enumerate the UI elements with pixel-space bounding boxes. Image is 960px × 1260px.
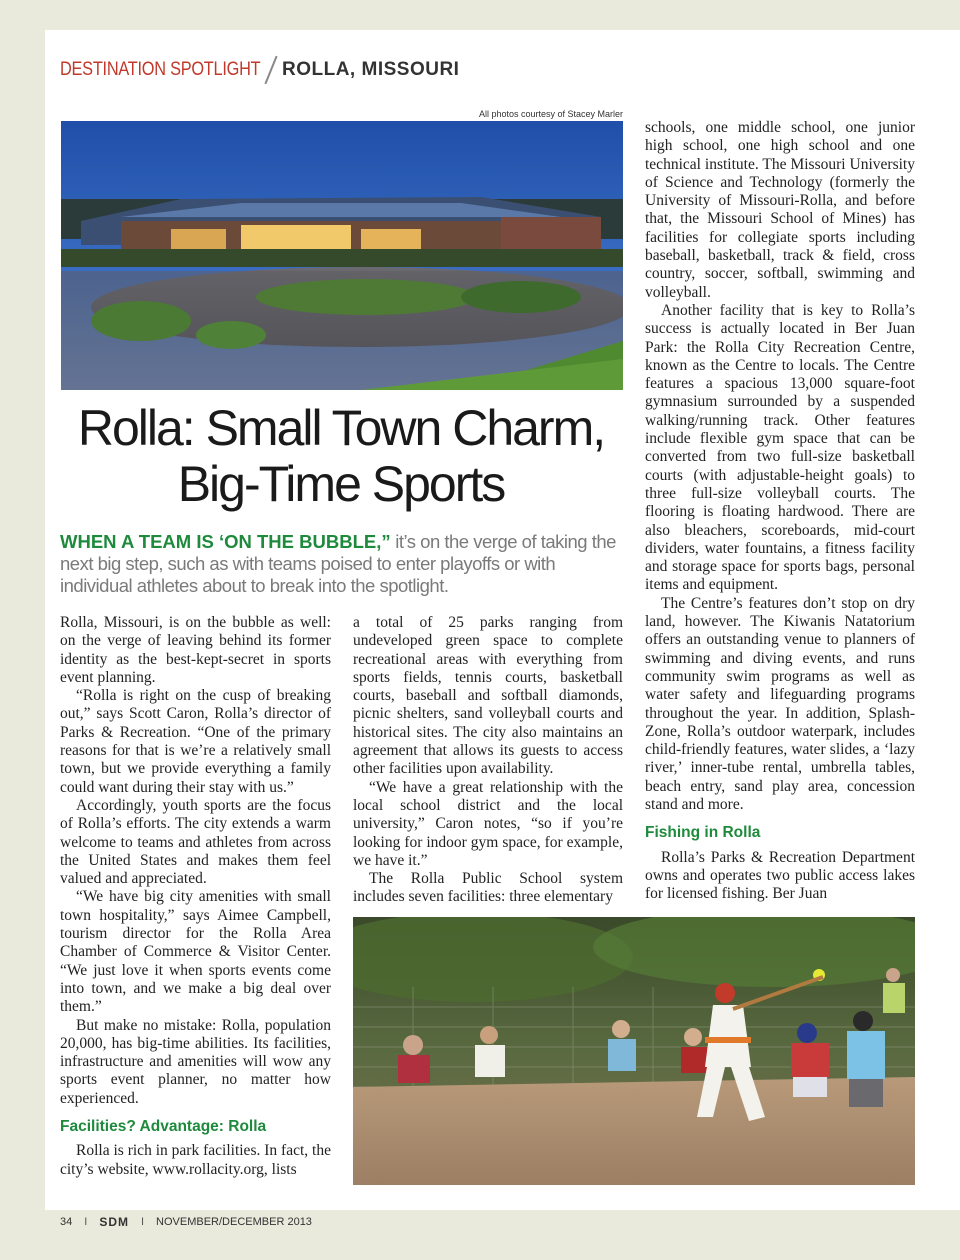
text-column-1 (60, 614, 331, 1179)
footer-separator: I (84, 1216, 88, 1228)
headline-line-2: Big-Time Sports (177, 456, 505, 512)
page-footer (0, 1208, 960, 1236)
subheading-fishing: Fishing in Rolla (645, 824, 761, 842)
photo-credit: All photos courtesy of Stacey Marler (478, 109, 623, 119)
paragraph: Rolla’s Parks & Recreation Department owns and operates two public access lakes for licensed fishing. Ber Juan (645, 848, 915, 903)
paragraph: Rolla, Missouri, is on the bubble as well: on the verge of leaving behind its former identity as the best-kept-secret in sports event planning. (60, 614, 331, 686)
deck-lead: WHEN A TEAM IS ‘ON THE BUBBLE,” (60, 531, 391, 552)
recreation-centre-photo (61, 121, 623, 390)
headline-line-1: Rolla: Small Town Charm, (77, 400, 605, 456)
location-label: ROLLA, MISSOURI (282, 59, 460, 80)
paragraph: Another facility that is key to Rolla’s success is actually located in Ber Juan Park: the Rolla City Recreation Centre, known as the Centre to locals. The Centre features a spacious 13,000 square-foot gymnasium surrounded by a suspended walking/running track. Other features include flexible gym space that can be converted from two full-size basketball courts (with adjustable-height goals) to three full-size volleyball courts. The flooring is floating hardwood. There are also bleachers, scoreboards, mid-court dividers, water fountains, a fitness facility and storage space for sports bags, personal items and equipment. (645, 301, 915, 594)
header-divider (264, 56, 277, 85)
paragraph: Rolla is rich in park facilities. In fact, the city’s website, www.rollacity.org, lists (60, 1142, 331, 1178)
paragraph: “Rolla is right on the cusp of breaking out,” says Scott Caron, Rolla’s director of Parks & Recreation. “One of the primary reasons for that is we’re a relatively small town, but we provide everything a family could want during their stay with us.” (60, 687, 331, 796)
page-number: 34 (60, 1216, 73, 1228)
paragraph: But make no mistake: Rolla, population 20,000, has big-time abilities. Its facilities, infrastructure and amenities will wow any sports event planner, no matter how experienced. (60, 1016, 331, 1107)
paragraph: a total of 25 parks ranging from undeveloped green space to complete recreational areas with everything from sports fields, tennis courts, basketball courts, baseball and softball diamonds, picnic shelters, sand volleyball courts and historical sites. The city also maintains an agreement that allows its guests to access other facilities upon availability. (353, 614, 623, 778)
issue-date: NOVEMBER/DECEMBER 2013 (156, 1216, 312, 1228)
subheading-facilities: Facilities? Advantage: Rolla (60, 1118, 267, 1136)
paragraph: “We have big city amenities with small town hospitality,” says Aimee Campbell, tourism director for the Rolla Area Chamber of Commerce & Visitor Center. “We just love it when sports events come into town, and we make a big deal over them.” (60, 888, 331, 1016)
paragraph: schools, one middle school, one junior high school, one high school and one technical institute. The Missouri University of Science and Technology (formerly the University of Missouri-Rolla, and before that, the Missouri School of Mines) has facilities for collegiate sports including baseball, basketball, track & field, cross country, soccer, softball, swimming and volleyball. (645, 119, 915, 301)
paragraph: The Rolla Public School system includes seven facilities: three elementary (353, 870, 623, 906)
footer-separator: I (140, 1216, 145, 1228)
page-header (60, 56, 459, 84)
text-column-3 (645, 119, 915, 903)
softball-game-photo (353, 917, 915, 1185)
paragraph: Accordingly, youth sports are the focus of Rolla’s efforts. The city extends a warm welcome to teams and athletes from across the United States and makes them feel valued and appreciated. (60, 796, 331, 888)
paragraph: The Centre’s features don’t stop on dry land, however. The Kiwanis Natatorium offers an outstanding venue to planners of swimming and diving events, and runs community swim programs as well as water safety and lifeguarding programs throughout the year. In addition, Splash-Zone, Rolla’s outdoor waterpark, includes child-friendly features, water slides, a ‘lazy river,’ inner-tube rental, umbrella tables, beach entry, sand play area, concession stand and more. (645, 594, 915, 813)
deck-text: it’s on the verge of taking the next big step, such as with teams poised to enter playoffs or with individual athletes about to break into the spotlight. (60, 531, 616, 596)
section-label: DESTINATION SPOTLIGHT (60, 59, 261, 80)
article-deck (60, 531, 625, 597)
magazine-name: SDM (99, 1215, 129, 1229)
paragraph: “We have a great relationship with the local school district and the local university,” Caron notes, “so if you’re looking for indoor gym space, for example, we have it.” (353, 778, 623, 869)
article-headline (58, 400, 624, 512)
text-column-2 (353, 614, 623, 907)
